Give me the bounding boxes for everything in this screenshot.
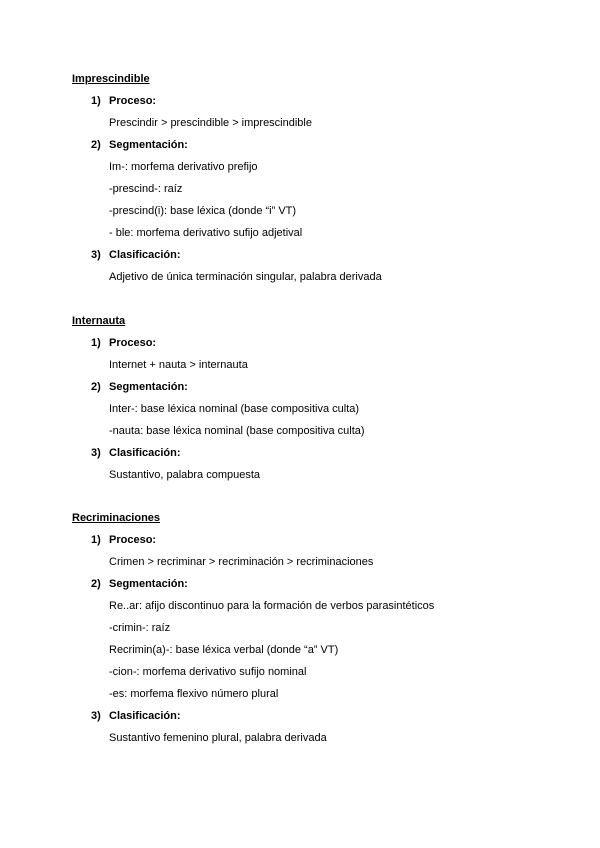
list-heading-label: Proceso: (109, 95, 157, 107)
list-item-heading (72, 446, 552, 460)
list-item-heading (72, 533, 552, 547)
list-item-heading (72, 577, 552, 591)
list-number: 1) (91, 337, 101, 349)
list-item-heading (72, 248, 552, 262)
list-number: 1) (91, 534, 101, 546)
list-number: 2) (91, 139, 101, 151)
list-heading-label: Segmentación: (109, 139, 188, 151)
list-number: 3) (91, 249, 101, 261)
list-item-heading (72, 336, 552, 350)
numbered-list (72, 533, 552, 745)
list-line: Sustantivo femenino plural, palabra derivada (109, 732, 327, 744)
list-number: 2) (91, 381, 101, 393)
list-line: -crimin-: raíz (109, 622, 171, 634)
list-line: -es: morfema flexivo número plural (109, 688, 279, 700)
list-heading-label: Proceso: (109, 534, 157, 546)
list-heading-label: Segmentación: (109, 381, 188, 393)
list-line: -nauta: base léxica nominal (base compositiva culta) (109, 425, 365, 437)
list-heading-label: Clasificación: (109, 249, 181, 261)
list-heading-label: Segmentación: (109, 578, 188, 590)
list-heading-label: Clasificación: (109, 710, 181, 722)
list-line: - ble: morfema derivativo sufijo adjetival (109, 227, 303, 239)
list-number: 1) (91, 95, 101, 107)
list-line: -cion-: morfema derivativo sufijo nominal (109, 666, 307, 678)
list-line: Internet + nauta > internauta (109, 359, 248, 371)
numbered-list (72, 336, 552, 482)
section-imprescindible (72, 72, 552, 284)
section-title: Internauta (72, 315, 126, 327)
list-heading-label: Clasificación: (109, 447, 181, 459)
list-line: Sustantivo, palabra compuesta (109, 469, 261, 481)
list-line: -prescind(i): base léxica (donde “i” VT) (109, 205, 297, 217)
section-title: Imprescindible (72, 73, 150, 85)
list-line: Inter-: base léxica nominal (base compositiva culta) (109, 403, 360, 415)
list-line: Re..ar: afijo discontinuo para la formación de verbos parasintéticos (109, 600, 435, 612)
numbered-list (72, 94, 552, 284)
list-item-heading (72, 380, 552, 394)
list-line: Recrimin(a)-: base léxica verbal (donde “a” VT) (109, 644, 339, 656)
list-line: Crimen > recriminar > recriminación > recriminaciones (109, 556, 374, 568)
list-line: Prescindir > prescindible > imprescindible (109, 117, 312, 129)
list-line: -prescind-: raíz (109, 183, 183, 195)
list-item-heading (72, 709, 552, 723)
list-number: 3) (91, 710, 101, 722)
list-line: Adjetivo de única terminación singular, palabra derivada (109, 271, 382, 283)
section-recriminaciones (72, 511, 552, 745)
section-title: Recriminaciones (72, 512, 161, 524)
list-item-heading (72, 138, 552, 152)
list-number: 2) (91, 578, 101, 590)
list-heading-label: Proceso: (109, 337, 157, 349)
list-number: 3) (91, 447, 101, 459)
list-item-heading (72, 94, 552, 108)
list-line: Im-: morfema derivativo prefijo (109, 161, 258, 173)
section-internauta (72, 314, 552, 482)
